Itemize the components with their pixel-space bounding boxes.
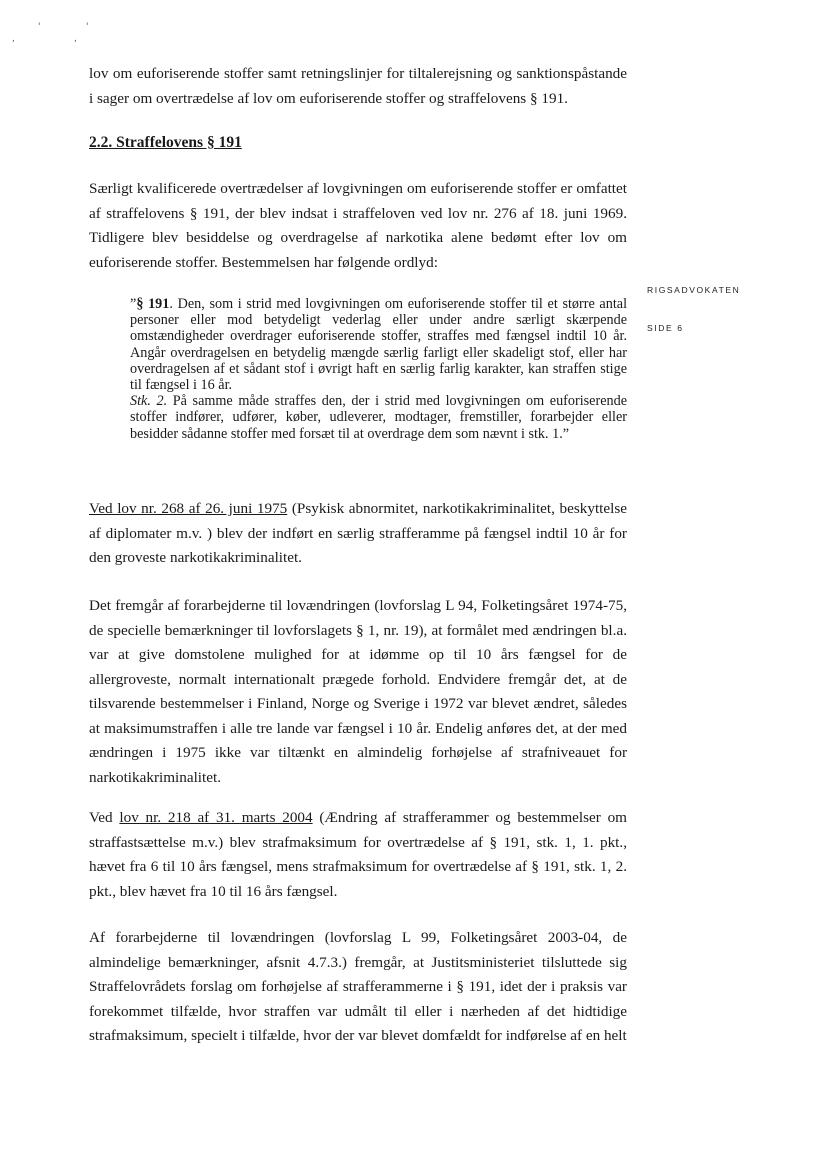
quote-paragraph-2: [130, 393, 627, 442]
paragraph-2-text: (Psykisk abnormitet, narkotikakriminalitet, beskyttelse af diplomater m.v. ) blev der indført en særlig strafferamme på fængsel indtil 10 år for den groveste narkotikakriminalitet.: [89, 500, 627, 566]
section-heading: 2.2. Straffelovens § 191: [89, 134, 242, 151]
paragraph-3: Det fremgår af forarbejderne til lovændringen (lovforslag L 94, Folketingsåret 1974-75, de specielle bemærkninger til lovforslagets § 1, nr. 19), at formålet med ændringen bl.a. var at give domstolene mulighed for at idømme op til 10 års fængsel for de allergroveste, normalt internationalt prægede forhold. Endvidere fremgår det, at de tilsvarende bestemmelser i Finland, Norge og Sverige i 1972 var blevet ændret, således at maksimumstraffen i alle tre lande var fængsel i 10 år. Endelig anføres det, at der med ændringen i 1975 ikke var tiltænkt en almindelig forhøjelse af strafniveauet for narkotikakriminalitet.: [89, 597, 627, 786]
law-reference-2004: lov nr. 218 af 31. marts 2004: [119, 809, 313, 826]
stk-label: Stk. 2.: [130, 393, 168, 410]
quote-part-2: På samme måde straffes den, der i strid med lovgivningen om euforiserende stoffer indfører, udfører, køber, udleverer, modtager, fremstiller, forarbejder eller besidder sådanne stoffer med forsæt til at overdrage dem som nævnt i stk. 1.”: [130, 393, 627, 442]
quote-open-mark: ”: [130, 296, 137, 312]
paragraph-1: Særligt kvalificerede overtrædelser af lovgivningen om euforiserende stoffer er omfattet af straffelovens § 191, der blev indsat i straffeloven ved lov nr. 276 af 18. juni 1969. Tidligere blev besiddelse og overdragelse af narkotika alene bedømt efter lov om euforiserende stoffer. Bestemmelsen har følgende ordlyd:: [89, 180, 627, 271]
sidebar-org: RIGSADVOKATEN: [647, 285, 741, 295]
sidebar-page-number: SIDE 6: [647, 323, 684, 333]
scan-mark: ,: [74, 34, 77, 44]
law-reference-1975: Ved lov nr. 268 af 26. juni 1975: [89, 500, 288, 517]
quote-part-1: . Den, som i strid med lovgivningen om euforiserende stoffer til et større antal personer eller mod betydeligt vederlag eller under andre særligt skærpende omstændigheder overdrager euforiserende stoffer, straffes med fængsel indtil 10 år. Angår overdragelsen en betydelig mængde særlig farligt eller skadeligt stof, eller har overdragelsen af et sådant stof i øvrigt haft en særlig farlig karakter, kan straffen stige til fængsel i 16 år.: [130, 296, 628, 394]
section-label: § 191: [136, 296, 170, 312]
paragraph-4-lead: Ved: [89, 809, 120, 826]
paragraph-2: [89, 497, 627, 571]
statute-quote: [130, 296, 627, 442]
paragraph-5: Af forarbejderne til lovændringen (lovforslag L 99, Folketingsåret 2003-04, de almindelige bemærkninger, afsnit 4.7.3.) fremgår, at Justitsministeriet tilsluttede sig Straffelovrådets forslag om forhøjelse af strafferammerne i § 191, idet der i praksis var forekommet tilfælde, hvor straffen var udmålt til eller i nærheden af det hidtidige strafmaksimum, specielt i tilfælde, hvor der var blevet domfældt for indførelse af en helt: [89, 929, 627, 1044]
intro-paragraph: lov om euforiserende stoffer samt retningslinjer for tiltalerejsning og sanktionspåstande i sager om overtrædelse af lov om euforiserende stoffer og straffelovens § 191.: [89, 65, 627, 107]
quote-paragraph-1: [130, 296, 627, 393]
scan-mark: ': [38, 22, 41, 32]
scan-mark: ': [86, 22, 89, 32]
paragraph-4-text: (Ændring af strafferammer og bestemmelser om straffastsættelse m.v.) blev strafmaksimum for overtrædelse af § 191, stk. 1, 1. pkt., hævet fra 6 til 10 års fængsel, mens strafmaksimum for overtrædelse af § 191, stk. 1, 2. pkt., blev hævet fra 10 til 16 års fængsel.: [89, 809, 627, 900]
scan-mark: ,: [12, 34, 15, 44]
paragraph-4: [89, 806, 627, 904]
